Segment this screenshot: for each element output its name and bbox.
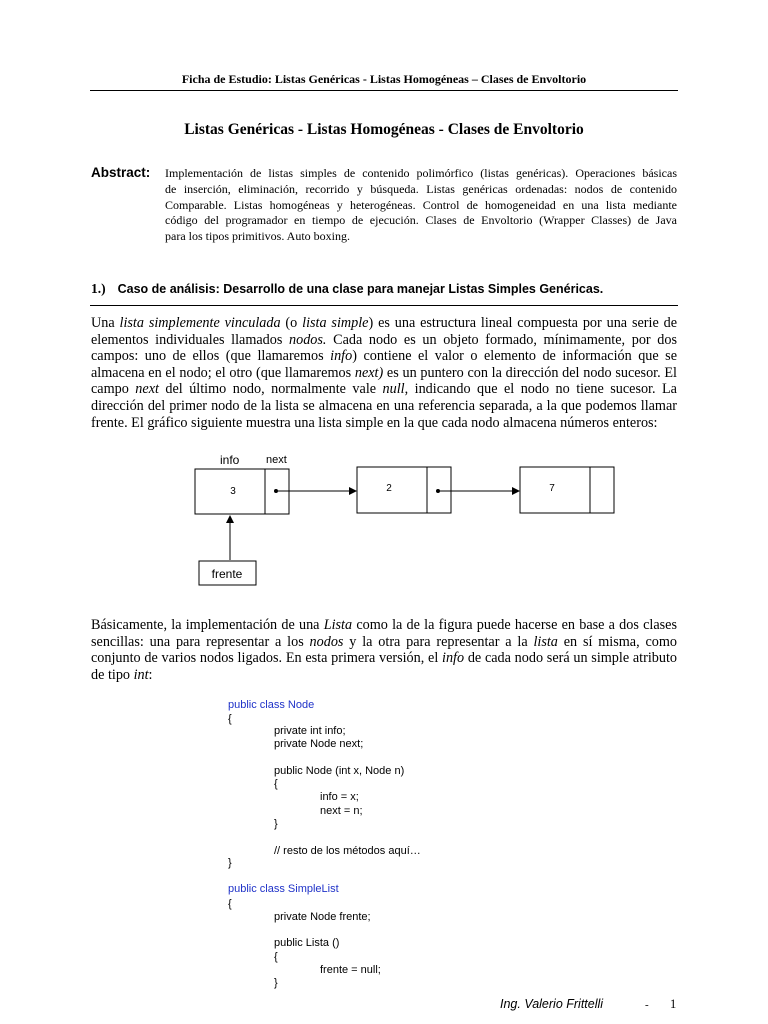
paragraph-line: elementos individuales llamados nodos. Cada nodo es un objeto formado, mínimamente, por dos <box>91 331 677 348</box>
abstract-line: de inserción, eliminación, recorrido y búsqueda. Listas genéricas ordenadas: nodos de contenido <box>165 181 677 196</box>
code-line: } <box>274 977 278 989</box>
code-comment: // resto de los métodos aquí… <box>274 845 421 857</box>
code-line: public Node (int x, Node n) <box>274 765 405 777</box>
abstract-label: Abstract: <box>91 165 151 180</box>
page-header: Ficha de Estudio: Listas Genéricas - Listas Homogéneas – Clases de Envoltorio <box>181 72 587 86</box>
paragraph-line: Básicamente, la implementación de una Lista como la de la figura puede hacerse en base a dos clases <box>91 617 677 633</box>
node-value: 7 <box>549 483 555 494</box>
abstract-line: Implementación de listas simples de contenido polimórfico (listas genéricas). Operaciones básicas <box>165 166 677 180</box>
code-line: frente = null; <box>320 964 381 976</box>
paragraph-line: de tipo int: <box>91 666 153 683</box>
pointer-dot <box>274 489 278 493</box>
document-title: Listas Genéricas - Listas Homogéneas - Clases de Envoltorio <box>184 121 584 138</box>
code-line: { <box>228 898 232 910</box>
page-number: 1 <box>670 997 677 1011</box>
code-line: info = x; <box>320 791 359 803</box>
code-line: { <box>274 951 278 963</box>
paragraph-line: campo next del último nodo, normalmente vale null, indicando que el nodo no tiene sucesor. La <box>91 381 677 398</box>
info-label: info <box>220 453 240 467</box>
list-node <box>520 467 614 513</box>
section-number: 1.) <box>91 281 106 296</box>
paragraph-line: frente. El gráfico siguiente muestra una lista simple en la que cada nodo almacena números enteros: <box>91 414 658 431</box>
footer-author: Ing. Valerio Frittelli <box>500 997 604 1011</box>
abstract-line: Comparable. Listas homogéneas y heterogéneas. Control de homogeneidad en una lista mediante <box>165 197 677 212</box>
code-line: private Node frente; <box>274 911 371 923</box>
next-label: next <box>266 454 287 466</box>
node-value: 2 <box>386 483 392 494</box>
abstract-line: código del programador en tiempo de ejecución. Clases de Envoltorio (Wrapper Classes) de Java <box>165 213 677 228</box>
paragraph-implementation <box>91 617 677 683</box>
paragraph-line: sencillas: una para representar a los nodos y la otra para representar a la lista en sí misma, como <box>91 633 677 650</box>
footer-separator: - <box>645 999 649 1011</box>
code-line: { <box>228 713 232 725</box>
code-line: next = n; <box>320 805 363 817</box>
code-line: public Lista () <box>274 937 340 949</box>
code-class-declaration: public class SimpleList <box>228 883 339 895</box>
paragraph-line: conjunto de varios nodos ligados. En esta primera versión, el info de cada nodo será un simple atributo <box>91 650 677 667</box>
code-line: } <box>228 857 232 869</box>
paragraph-line: almacena en el nodo; el otro (que llamaremos next) es un puntero con la dirección del nodo sucesor. El <box>91 364 677 381</box>
code-class-declaration: public class Node <box>228 699 315 711</box>
code-line: private Node next; <box>274 738 364 750</box>
section-title: Caso de análisis: Desarrollo de una clase para manejar Listas Simples Genéricas. <box>117 282 604 296</box>
code-line: { <box>274 778 278 790</box>
paragraph-line: campos: uno de ellos (que llamaremos info) contiene el valor o elemento de información que se <box>91 348 677 365</box>
abstract-line: para los tipos primitivos. Auto boxing. <box>165 229 350 244</box>
frente-label: frente <box>211 567 243 581</box>
code-line: private int info; <box>274 725 346 737</box>
paragraph-line: Una lista simplemente vinculada (o lista simple) es una estructura lineal compuesta por una serie de <box>91 315 678 331</box>
code-line: } <box>274 818 278 830</box>
node-value: 3 <box>230 486 236 497</box>
paragraph-line: dirección del primer nodo de la lista se almacena en una referencia separada, a la que podemos llamar <box>91 397 677 414</box>
frente-box <box>199 561 256 585</box>
pointer-dot <box>436 489 440 493</box>
